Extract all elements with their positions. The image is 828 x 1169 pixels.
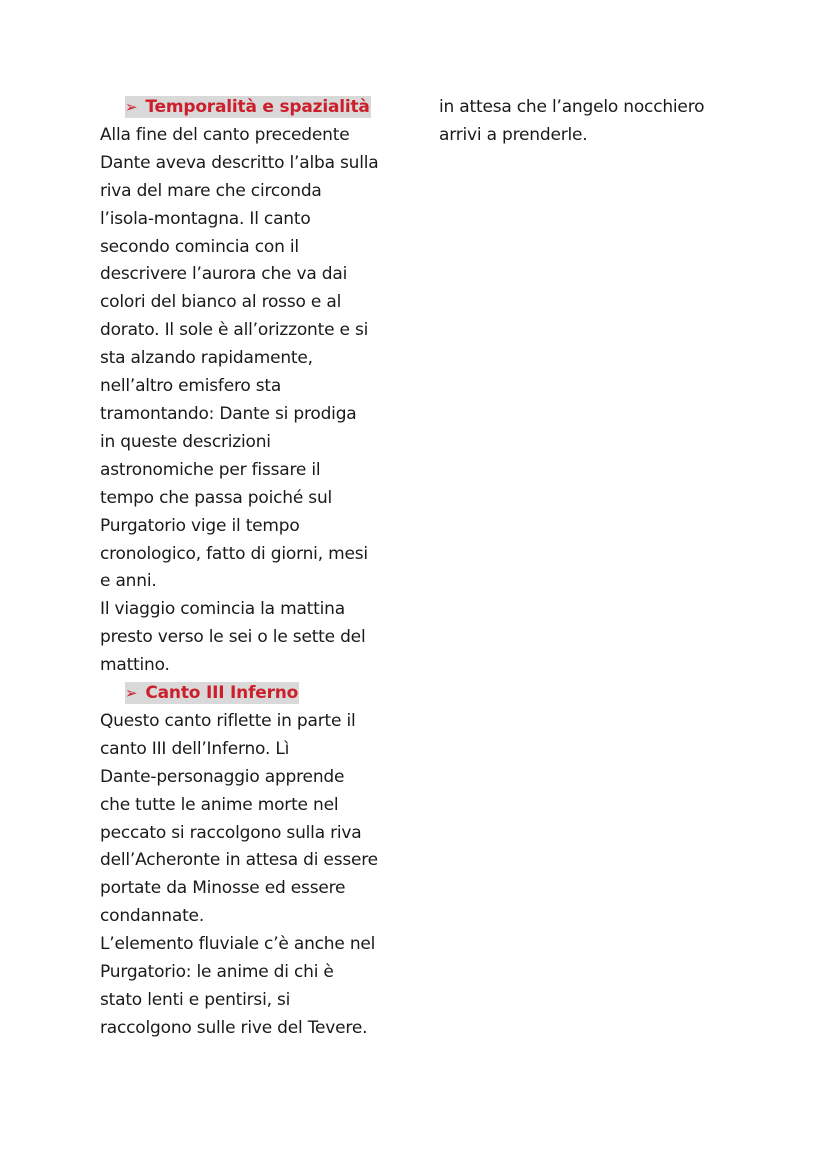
heading-text: Canto III Inferno [145, 683, 299, 704]
text-line: Alla fine del canto precedente [100, 124, 350, 145]
text-line: Dante aveva descritto l’alba sulla [100, 152, 379, 173]
heading-text: Temporalità e spazialità [145, 97, 370, 117]
text-line: Purgatorio vige il tempo [100, 515, 300, 536]
text-line: colori del bianco al rosso e al [100, 292, 342, 313]
text-line: mattino. [100, 655, 170, 676]
text-line: presto verso le sei o le sette del [100, 627, 366, 648]
text-line: l’isola-montagna. Il canto [100, 208, 311, 229]
text-line: e anni. [100, 571, 157, 592]
text-line: riva del mare che circonda [100, 180, 322, 201]
text-line: dorato. Il sole è all’orizzonte e si [100, 320, 369, 341]
text-line: arrivi a prenderle. [439, 124, 588, 145]
text-line: raccolgono sulle rive del Tevere. [100, 1017, 368, 1038]
text-line: astronomiche per fissare il [100, 459, 321, 480]
text-line: Purgatorio: le anime di chi è [100, 962, 334, 983]
text-line: nell’altro emisfero sta [100, 376, 282, 397]
text-line: condannate. [100, 906, 205, 927]
text-line: Dante-personaggio apprende [100, 766, 345, 787]
section-body-canto-iii [100, 708, 400, 1043]
text-line: cronologico, fatto di giorni, mesi [100, 543, 368, 564]
text-line: Questo canto riflette in parte il [100, 710, 356, 731]
text-line: secondo comincia con il [100, 236, 299, 257]
text-line: peccato si raccolgono sulla riva [100, 822, 362, 843]
left-column [100, 94, 400, 1043]
text-line: descrivere l’aurora che va dai [100, 264, 348, 285]
text-line: L’elemento fluviale c’è anche nel [100, 934, 376, 955]
section-body-temporalita [100, 122, 400, 680]
text-line: in queste descrizioni [100, 431, 271, 452]
text-line: che tutte le anime morte nel [100, 794, 339, 815]
arrow-bullet-icon: ➢ [125, 684, 138, 703]
text-line: Il viaggio comincia la mattina [100, 599, 345, 620]
text-line: dell’Acheronte in attesa di essere [100, 850, 378, 871]
heading-highlight [125, 682, 299, 704]
text-line: canto III dell’Inferno. Lì [100, 738, 290, 759]
section-heading-temporalita [100, 94, 400, 122]
text-line: tempo che passa poiché sul [100, 487, 333, 508]
heading-highlight [125, 96, 371, 118]
text-line: in attesa che l’angelo nocchiero [439, 97, 705, 117]
text-line: portate da Minosse ed essere [100, 878, 346, 899]
right-column [439, 94, 739, 150]
text-line: stato lenti e pentirsi, si [100, 990, 291, 1010]
text-line: sta alzando rapidamente, [100, 348, 313, 369]
arrow-bullet-icon: ➢ [125, 98, 138, 116]
text-line: tramontando: Dante si prodiga [100, 403, 357, 424]
section-heading-canto-iii [100, 680, 400, 708]
